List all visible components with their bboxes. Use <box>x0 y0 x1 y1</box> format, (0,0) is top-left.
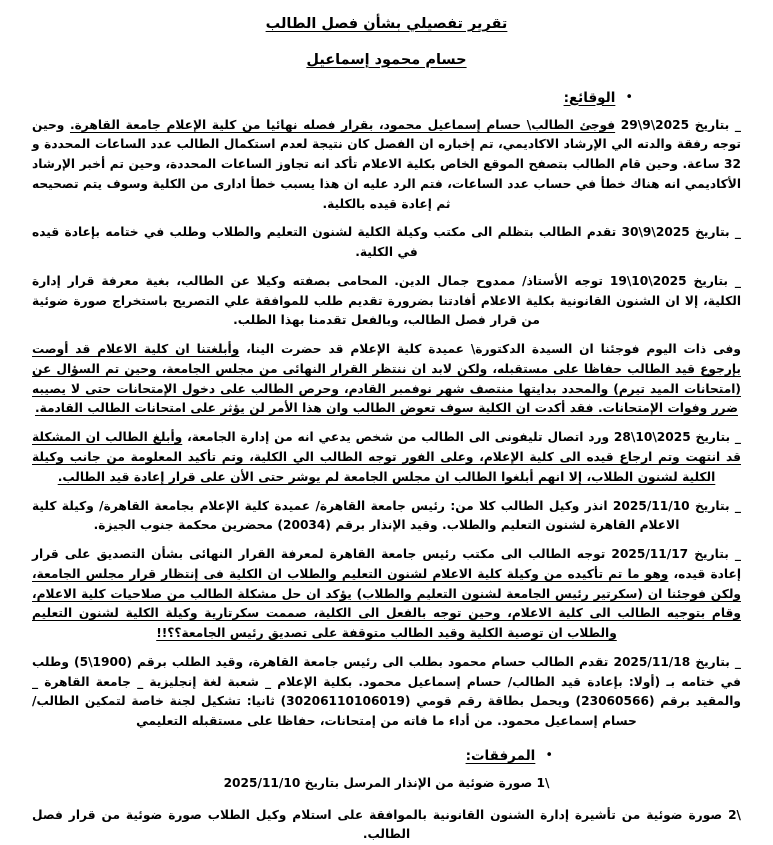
page-title <box>20 14 753 36</box>
section-label-facts: الوقائع: <box>563 89 616 106</box>
fact-4-plain: وفى ذات اليوم فوجئنا ان السيدة الدكتورة\ عميدة كلية الإعلام قد حضرت الينا، <box>239 342 741 357</box>
fact-1-underlined: فوجئ الطالب\ حسام إسماعيل محمود، بقرار فصله نهائيا من كلية الإعلام جامعة القاهرة. <box>69 117 616 132</box>
fact-paragraph-3: _ بتاريخ 2025\10\19 توجه الأستاذ/ ممدوح جمال الدين. المحامى بصفته وكيلا عن الطالب، بغية معرفة قرار إدارة الكلية، إلا ان الشنون القانونية بكلية الاعلام أفادتنا بضرورة تقديم طلب للموافقة علي التصريح باستخراج صورة ضوئية من قرار فصل الطالب، وبالفعل تقدمنا بهذا الطلب. <box>32 273 742 328</box>
fact-7-plain: _ بتاريخ 2025/11/17 توجه الطالب الى مكتب رئيس جامعة القاهرة لمعرفة القرار النهائى بشأن التصديق على قرار إعادة قيده، <box>32 547 742 581</box>
fact-paragraph-7 <box>20 545 753 644</box>
fact-7-underlined: وهو ما تم تأكيده من وكيلة كلية الاعلام لشنون التعليم والطلاب ان الكلية فى إنتظار قرار مجلس الجامعة، ولكن فوجئنا ان (سكرتير رئيس الجامعة لشنون التعليم والطلاب) يؤكد ان حل مشكلة الطالب من صلاحيات كلية الاعلام، وقام بتوجيه الطالب الى كلية الاعلام، وحين توجه بالفعل الى الكلية، صممت سكرتارية وكيلة الكلية لشنون التعليم والطلاب ان توصية الكلية وقيد الطالب متوقفة على تصديق رئيس الجامعة؟؟!! <box>32 566 741 641</box>
bullet-icon: • <box>625 90 633 105</box>
fact-1-rest: وحين توجه رفقة والدته الي الإرشاد الاكاديمي، تم إخباره ان الفصل كان نتيجة لعدم استكمال الطالب عدد الساعات المحددة و 32 ساعة. وحين قام الطالب بتصفح الموقع الخاص بكلية الاعلام تأكد انه تجاوز الساعات المحددة، وحين تم أخبر الإرشاد الأكاديمي انه هناك خطأ في حساب عدد الساعات، فتم الرد عليه ان هذا يسبب خطأ ادارى من الكلية وسوف يتم تصحيحه ثم إعادة قيده بالكلية. <box>32 117 741 211</box>
fact-paragraph-1 <box>20 116 753 215</box>
page-title-text: تقرير تفصيلي بشأن فصل الطالب <box>265 16 508 32</box>
fact-4-underlined: وأبلغتنا ان كلية الاعلام قد أوصت بإرجوع قيد الطالب حفاظا على مستقبله، ولكن لابد ان ننتظر القرار النهائى من مجلس الجامعة، وحين تم السؤال عن (امتحانات الميد تيرم) والمحدد بدايتها منتصف شهر نوفمبر القادم، وحرص الطالب على دخول الإمتحانات حتى لا يصيبه ضرر وفوات الإمتحانات. فقد أكدت ان الكلية سوف تعوض الطالب وان هذا الأمر لن يؤثر على امتحانات الطالب القادمة. <box>32 342 741 416</box>
fact-1-lead: _ بتاريخ 2025\9\29 <box>620 117 741 132</box>
student-name-text: حسام محمود إسماعيل <box>306 51 467 68</box>
attachment-item-1: \1 صورة ضوئية من الإنذار المرسل بتاريخ 2025/11/10 <box>223 775 550 790</box>
fact-paragraph-8: _ بتاريخ 2025/11/18 تقدم الطالب حسام محمود بطلب الى رئيس جامعة القاهرة، وقيد الطلب برقم (1900\5) وطلب في ختامه بـ (أولا: بإعادة قيد الطالب/ حسام إسماعيل محمود. بكلية الإعلام _ شعبة لغة إنجليزية _ جامعة القاهرة _ والمقيد برقم (23060566) ويحمل بطاقة رقم قومي (30206110106019) ثانيا: تشكيل لجنة خاصة لتمكين الطالب/ حسام إسماعيل محمود. من أداء ما فاته من إمتحانات، حفاظا على مستقبله التعليمي <box>32 654 742 729</box>
fact-paragraph-6: _ بتاريخ 2025/11/10 انذر وكيل الطالب كلا من: رئيس جامعة القاهرة/ عميدة كلية الإعلام بجامعة القاهرة/ وكيلة كلية الاعلام القاهرة لشنون التعليم والطلاب. وقيد الإنذار برقم (20034) محضرين محكمة جنوب الجيزة. <box>32 498 741 533</box>
fact-5-plain: _ بتاريخ 2025\10\28 ورد اتصال تليفونى الى الطالب من شخص يدعي انه من إدارة الجامعة، <box>182 430 741 445</box>
fact-5-underlined: وأبلغ الطالب ان المشكلة قد انتهت وتم ارجاع قيده الى كلية الإعلام، وعلى الفور توجه الطالب الي الكلية، وتم تأكيد المعلومة من جانب وكيلة الكلية لشنون الطلاب، إلا انهم أبلغوا الطالب ان مجلس الجامعة لم يوشر حتى الأن على قرار إعادة قيد الطالب. <box>32 430 741 484</box>
fact-paragraph-5 <box>20 428 753 487</box>
section-label-attachments: المرفقات: <box>465 747 536 764</box>
fact-paragraph-4 <box>20 340 753 419</box>
bullet-icon: • <box>545 748 553 764</box>
section-header-facts <box>20 90 753 106</box>
fact-paragraph-2: _ بتاريخ 2025\9\30 تقدم الطالب بتظلم الى مكتب وكيلة الكلية لشنون التعليم والطلاب وطلب في ختامه بإعادة قيده في الكلية. <box>32 225 742 260</box>
section-header-attachments <box>20 748 753 764</box>
student-name-heading <box>20 50 753 72</box>
attachment-item-2: \2 صورة ضوئية من تأشيرة إدارة الشنون القانونية بالموافقة على استلام وكيل الطلاب صورة ضوئية من قرار فصل الطالب. <box>32 807 741 842</box>
